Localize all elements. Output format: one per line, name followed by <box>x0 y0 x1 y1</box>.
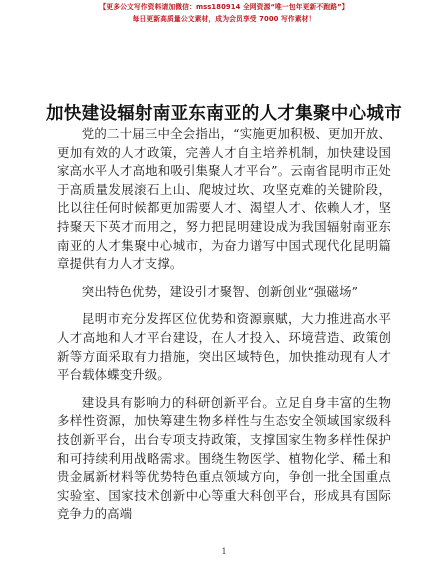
promo-banner <box>0 2 448 25</box>
promo-banner-line-1: 【更多公文写作资料请加微信：mss180914 全网资源“唯一包年更新不跑路”】 <box>99 3 349 11</box>
document-title: 加快建设辐射南亚东南亚的人才集聚中心城市 <box>46 103 402 124</box>
paragraph-section-summary: 昆明市充分发挥区位优势和资源禀赋，大力推进高水平人才高地和人才平台建设，在人才投入、环境营造、政策创新等方面采取有力措施，突出区域特色，加快推动现有人才平台载体蝶变升级。 <box>57 311 391 383</box>
paragraph-intro: 党的二十届三中全会指出，“实施更加积极、更加开放、更加有效的人才政策，完善人才自主培养机制，加快建设国家高水平人才高地和吸引集聚人才平台”。云南省昆明市正处于高质量发展滚石上山、爬坡过坎、攻坚克难的关键阶段，比以往任何时候都更加需要人才、渴望人才、依赖人才，坚持聚天下英才而用之，努力把昆明建设成为我国辐射南亚东南亚的人才集聚中心城市，为奋力谱写中国式现代化昆明篇章提供有力人才支撑。 <box>57 126 391 272</box>
section-heading: 突出特色优势，建设引才聚智、创新创业“强磁场” <box>81 283 359 299</box>
page-number: 1 <box>221 547 227 556</box>
paragraph-research-platform: 建设具有影响力的科研创新平台。立足自身丰富的生物多样性资源，加快筹建生物多样性与生态安全领域国家级科技创新平台，出台专项支持政策，支撑国家生物多样性保护和可持续利用战略需求。围绕生物医学、植物化学、稀土和贵金属新材料等优势特色重点领域方向，争创一批全国重点实验室、国家技术创新中心等重大科创平台，形成具有国际竞争力的高端 <box>57 394 391 522</box>
promo-banner-line-2: 每日更新高质量公文素材，成为会员享受 7000 写作素材！ <box>132 15 316 23</box>
document-body <box>57 125 391 524</box>
